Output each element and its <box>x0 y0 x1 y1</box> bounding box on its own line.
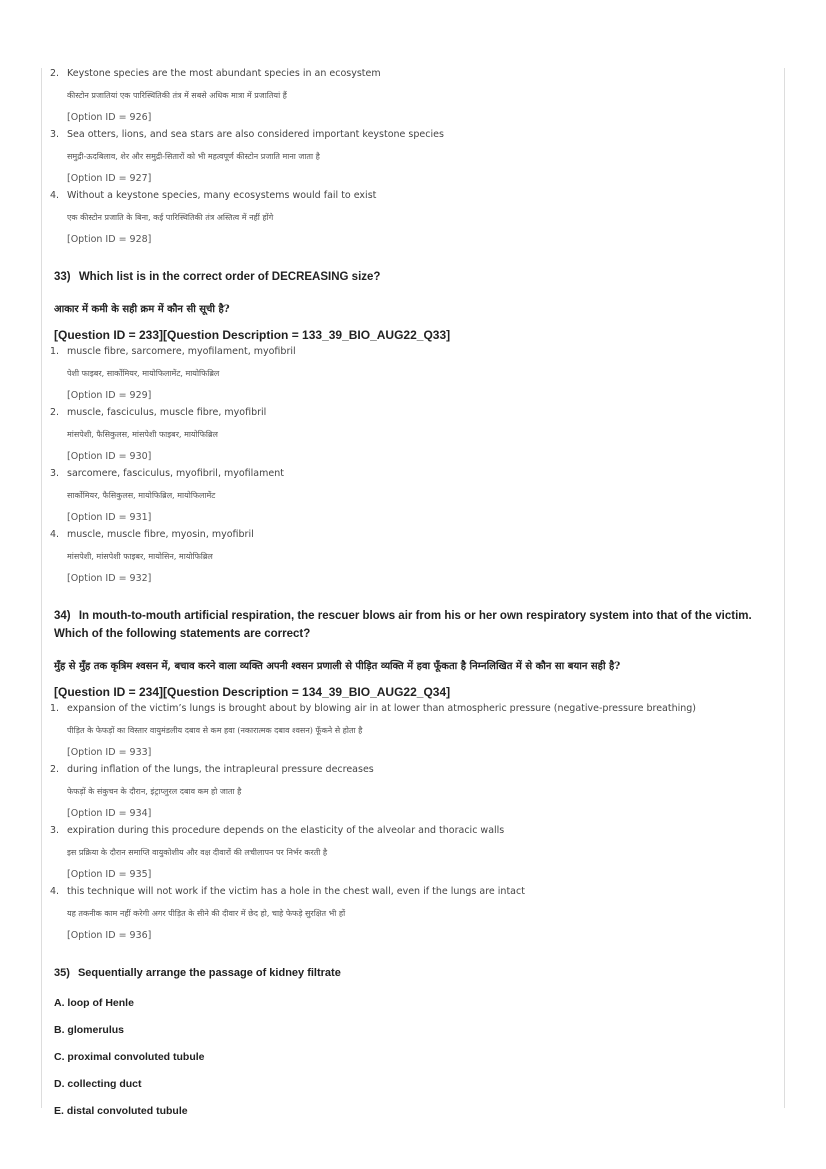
option-text: expansion of the victim’s lungs is brought about by blowing air in at lower than atmospheric pressure (negative-pressure breathing) <box>67 703 697 714</box>
option-number: 3. <box>50 825 60 836</box>
option-text: Keystone species are the most abundant species in an ecosystem <box>67 68 381 79</box>
option-text: sarcomere, fasciculus, myofibril, myofilament <box>67 468 284 479</box>
option-number: 4. <box>50 190 60 201</box>
option-text: muscle, fasciculus, muscle fibre, myofibril <box>67 407 267 418</box>
q34-options <box>50 703 778 942</box>
option-line <box>50 825 778 837</box>
sequence-item: C. proximal convoluted tubule <box>54 1051 205 1063</box>
question-text: Which list is in the correct order of DECREASING size? <box>78 271 381 283</box>
option-hindi: इस प्रक्रिया के दौरान समाप्ति वायुकोशीय और वक्ष दीवारों की लचीलापन पर निर्भर करती है <box>67 848 328 857</box>
option-hindi: सार्कोमियर, फैसिकुलस, मायोफिब्रिल, मायोफिलामेंट <box>67 491 216 500</box>
question-number: 33) <box>54 271 71 283</box>
option-id: [Option ID = 928] <box>67 234 152 245</box>
option-number: 1. <box>50 346 60 357</box>
sequence-item: A. loop of Henle <box>54 997 134 1009</box>
option-hindi: कीस्टोन प्रजातियां एक पारिस्थितिकी तंत्र में सबसे अधिक मात्रा में प्रजातियां हैं <box>67 91 287 100</box>
option-number: 2. <box>50 764 60 775</box>
option-line <box>50 703 778 715</box>
option-id: [Option ID = 930] <box>67 451 152 462</box>
sequence-item: B. glomerulus <box>54 1024 125 1036</box>
question-33-id: [Question ID = 233][Question Description = 133_39_BIO_AUG22_Q33] <box>54 328 451 342</box>
question-33-hindi: आकार में कमी के सही क्रम में कौन सी सूची है? <box>54 304 230 315</box>
option-number: 4. <box>50 529 60 540</box>
option-block <box>50 129 778 185</box>
option-text: this technique will not work if the victim has a hole in the chest wall, even if the lungs are intact <box>67 886 525 897</box>
option-block <box>50 529 778 585</box>
option-block <box>50 468 778 524</box>
option-number: 4. <box>50 886 60 897</box>
document-content <box>50 68 778 1117</box>
page-border-left <box>41 68 42 1108</box>
option-number: 2. <box>50 68 60 79</box>
option-hindi: पेशी फाइबर, सार्कोमियर, मायोफिलामेंट, मायोफिब्रिल <box>67 369 220 378</box>
option-block <box>50 407 778 463</box>
option-block <box>50 346 778 402</box>
question-35-title <box>54 964 778 982</box>
option-block <box>50 703 778 759</box>
option-hindi: समुद्री-ऊदबिलाव, शेर और समुद्री-सितारों को भी महत्वपूर्ण कीस्टोन प्रजाति माना जाता है <box>67 152 320 161</box>
option-id: [Option ID = 931] <box>67 512 152 523</box>
question-34-title <box>54 607 778 643</box>
question-34-id: [Question ID = 234][Question Description = 134_39_BIO_AUG22_Q34] <box>54 685 451 699</box>
option-number: 3. <box>50 129 60 140</box>
option-line <box>50 886 778 898</box>
page-border-right <box>784 68 785 1108</box>
option-hindi: फेफड़ों के संकुचन के दौरान, इंट्राप्लुरल दबाव कम हो जाता है <box>67 787 242 796</box>
option-id: [Option ID = 936] <box>67 930 152 941</box>
option-hindi: यह तकनीक काम नहीं करेगी अगर पीड़ित के सीने की दीवार में छेद हो, चाहे फेफड़े सुरक्षित भी हों <box>67 909 346 918</box>
option-line <box>50 529 778 541</box>
q35-items <box>50 997 778 1117</box>
option-text: during inflation of the lungs, the intrapleural pressure decreases <box>67 764 374 775</box>
option-id: [Option ID = 932] <box>67 573 152 584</box>
option-line <box>50 468 778 480</box>
option-block <box>50 190 778 246</box>
option-id: [Option ID = 926] <box>67 112 152 123</box>
question-text: In mouth-to-mouth artificial respiration, the rescuer blows air from his or her own respiratory system into that of the victim. Which of the following statements are correct? <box>54 610 752 640</box>
option-text: muscle fibre, sarcomere, myofilament, myofibril <box>67 346 296 357</box>
option-id: [Option ID = 929] <box>67 390 152 401</box>
question-number: 35) <box>54 967 70 979</box>
option-block <box>50 825 778 881</box>
q33-options <box>50 346 778 585</box>
option-text: expiration during this procedure depends on the elasticity of the alveolar and thoracic walls <box>67 825 505 836</box>
question-34-hindi: मुँह से मुँह तक कृत्रिम श्वसन में, बचाव करने वाला व्यक्ति अपनी श्वसन प्रणाली से पीड़ित व्यक्ति में हवा फूँकता है निम्नलिखित में से कौन सा बयान सही है? <box>54 661 621 672</box>
option-id: [Option ID = 933] <box>67 747 152 758</box>
option-block <box>50 68 778 124</box>
sequence-item: D. collecting duct <box>54 1078 142 1090</box>
option-line <box>50 407 778 419</box>
option-block <box>50 886 778 942</box>
option-line <box>50 68 778 80</box>
option-text: muscle, muscle fibre, myosin, myofibril <box>67 529 254 540</box>
option-id: [Option ID = 927] <box>67 173 152 184</box>
option-line <box>50 764 778 776</box>
option-hindi: पीड़ित के फेफड़ों का विस्तार वायुमंडलीय दबाव से कम हवा (नकारात्मक दबाव श्वसन) फूँकने से होता है <box>67 726 363 735</box>
option-number: 2. <box>50 407 60 418</box>
option-block <box>50 764 778 820</box>
option-line <box>50 190 778 202</box>
q32-options <box>50 68 778 246</box>
sequence-item: E. distal convoluted tubule <box>54 1105 188 1117</box>
option-id: [Option ID = 934] <box>67 808 152 819</box>
question-text: Sequentially arrange the passage of kidney filtrate <box>77 967 341 979</box>
question-number: 34) <box>54 610 71 622</box>
option-hindi: एक कीस्टोन प्रजाति के बिना, कई पारिस्थितिकी तंत्र अस्तित्व में नहीं होंगे <box>67 213 274 222</box>
option-hindi: मांसपेशी, फैसिकुलस, मांसपेशी फाइबर, मायोफिब्रिल <box>67 430 218 439</box>
option-line <box>50 129 778 141</box>
option-hindi: मांसपेशी, मांसपेशी फाइबर, मायोसिन, मायोफिब्रिल <box>67 552 213 561</box>
option-number: 1. <box>50 703 60 714</box>
option-id: [Option ID = 935] <box>67 869 152 880</box>
option-text: Without a keystone species, many ecosystems would fail to exist <box>67 190 377 201</box>
option-number: 3. <box>50 468 60 479</box>
question-33-title <box>54 268 778 286</box>
option-text: Sea otters, lions, and sea stars are also considered important keystone species <box>67 129 444 140</box>
option-line <box>50 346 778 358</box>
